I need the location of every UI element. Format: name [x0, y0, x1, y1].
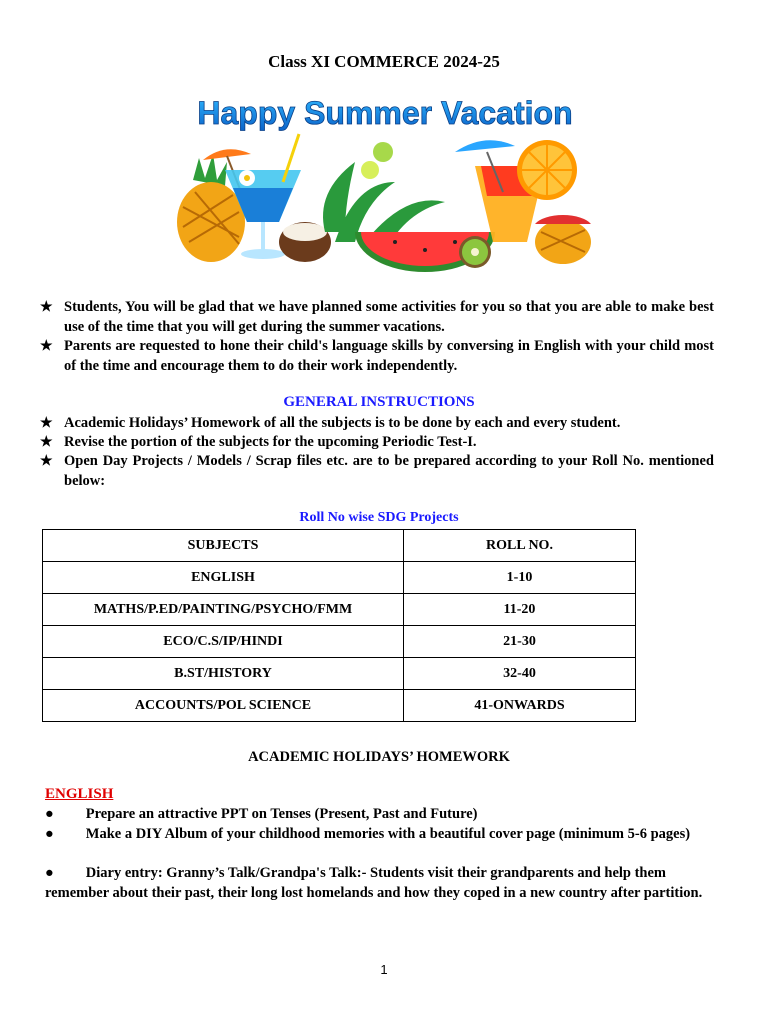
table-caption: Roll No wise SDG Projects	[299, 510, 459, 525]
dot-bullet-icon: ●	[45, 826, 54, 842]
banner-text: Happy Summer Vacation	[197, 95, 573, 131]
table-cell-roll: 21-30	[404, 626, 636, 658]
table-cell-subject: ACCOUNTS/POL SCIENCE	[43, 690, 404, 722]
table-row	[43, 658, 636, 690]
table-row	[43, 594, 636, 626]
star-bullet-icon: ★	[40, 435, 53, 450]
summer-vacation-banner	[175, 92, 595, 272]
table-cell-roll: 41-ONWARDS	[404, 690, 636, 722]
table-cell-subject: B.ST/HISTORY	[43, 658, 404, 690]
page-number: 1	[380, 962, 388, 977]
homework-heading: ACADEMIC HOLIDAYS’ HOMEWORK	[248, 749, 510, 765]
roll-number-table	[42, 529, 636, 722]
star-bullet-icon: ★	[40, 416, 53, 431]
table-cell-subject: ECO/C.S/IP/HINDI	[43, 626, 404, 658]
table-cell-subject: ENGLISH	[43, 562, 404, 594]
table-row	[43, 690, 636, 722]
lime-icon	[361, 142, 393, 179]
general-instructions-heading: GENERAL INSTRUCTIONS	[283, 394, 475, 410]
star-bullet-icon: ★	[40, 454, 53, 469]
english-item-2: ● Make a DIY Album of your childhood memories with a beautiful cover page (minimum 5-6 pages)	[45, 826, 691, 842]
dot-bullet-icon: ●	[45, 806, 54, 822]
table-header-row	[43, 530, 636, 562]
table-cell-roll: 1-10	[404, 562, 636, 594]
coconut-icon	[279, 222, 331, 262]
kiwi-icon	[459, 236, 491, 268]
english-heading: ENGLISH	[45, 786, 114, 802]
dot-bullet-icon: ●	[45, 865, 54, 881]
table-cell-roll: 11-20	[404, 594, 636, 626]
star-bullet-icon: ★	[40, 339, 53, 354]
orange-slice-icon	[517, 140, 577, 200]
table-row	[43, 562, 636, 594]
page-title: Class XI COMMERCE 2024-25	[268, 52, 500, 71]
table-cell-roll: 32-40	[404, 658, 636, 690]
pineapple-right-icon	[535, 215, 591, 264]
table-row	[43, 626, 636, 658]
table-header-roll-no: ROLL NO.	[404, 530, 636, 562]
table-cell-subject: MATHS/P.ED/PAINTING/PSYCHO/FMM	[43, 594, 404, 626]
english-item-1: ● Prepare an attractive PPT on Tenses (Present, Past and Future)	[45, 806, 478, 822]
star-bullet-icon: ★	[40, 300, 53, 315]
table-header-subjects: SUBJECTS	[43, 530, 404, 562]
english-item-3: ● Diary entry: Granny’s Talk/Grandpa's Talk:- Students visit their grandparents and help them remember about their past, their long lost homelands and how they coped in a new country after partition.	[45, 865, 703, 901]
